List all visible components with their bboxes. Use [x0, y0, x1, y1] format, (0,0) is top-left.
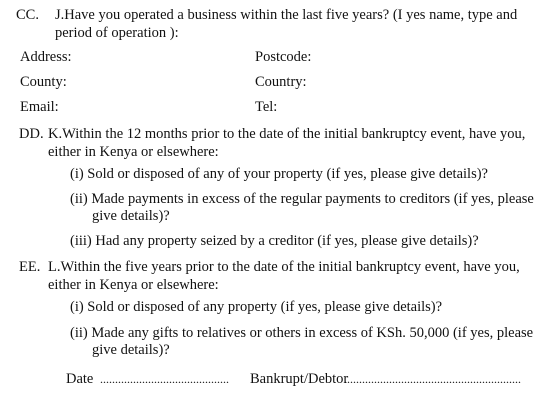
dd-item-i: (i) Sold or disposed of any of your property (if yes, please give details)? [70, 166, 488, 182]
tel-label: Tel: [255, 99, 278, 115]
ee-item-i: (i) Sold or disposed of any property (if yes, please give details)? [70, 299, 443, 315]
section-cc-question-cont: period of operation ): [55, 25, 179, 41]
signature-field-dots[interactable]: ........................................................... [344, 372, 521, 386]
section-dd-label: DD. [19, 126, 44, 142]
section-cc-label: CC. [16, 7, 39, 23]
section-ee-question-cont: either in Kenya or elsewhere: [48, 277, 219, 293]
section-ee-question: L.Within the five years prior to the date of the initial bankruptcy event, have you, [48, 259, 520, 275]
county-label: County: [20, 74, 67, 90]
ee-item-ii: (ii) Made any gifts to relatives or others in excess of KSh. 50,000 (if yes, please [70, 325, 534, 341]
bankrupt-debtor-label: Bankrupt/Debtor [250, 371, 349, 387]
address-label: Address: [20, 49, 72, 65]
dd-item-iii: (iii) Had any property seized by a creditor (if yes, please give details)? [70, 233, 479, 249]
section-ee-label: EE. [19, 259, 41, 275]
dd-item-ii-cont: give details)? [92, 208, 170, 224]
section-cc-question: J.Have you operated a business within the last five years? (I yes name, type and [55, 7, 518, 23]
country-label: Country: [255, 74, 307, 90]
dd-item-ii: (ii) Made payments in excess of the regular payments to creditors (if yes, please [70, 191, 534, 207]
date-label: Date [66, 371, 94, 387]
email-label: Email: [20, 99, 59, 115]
postcode-label: Postcode: [255, 49, 312, 65]
section-dd-question-cont: either in Kenya or elsewhere: [48, 144, 219, 160]
date-field-dots[interactable]: ........................................... [100, 372, 229, 386]
section-dd-question: K.Within the 12 months prior to the date of the initial bankruptcy event, have you, [48, 126, 526, 142]
ee-item-ii-cont: give details)? [92, 342, 170, 358]
